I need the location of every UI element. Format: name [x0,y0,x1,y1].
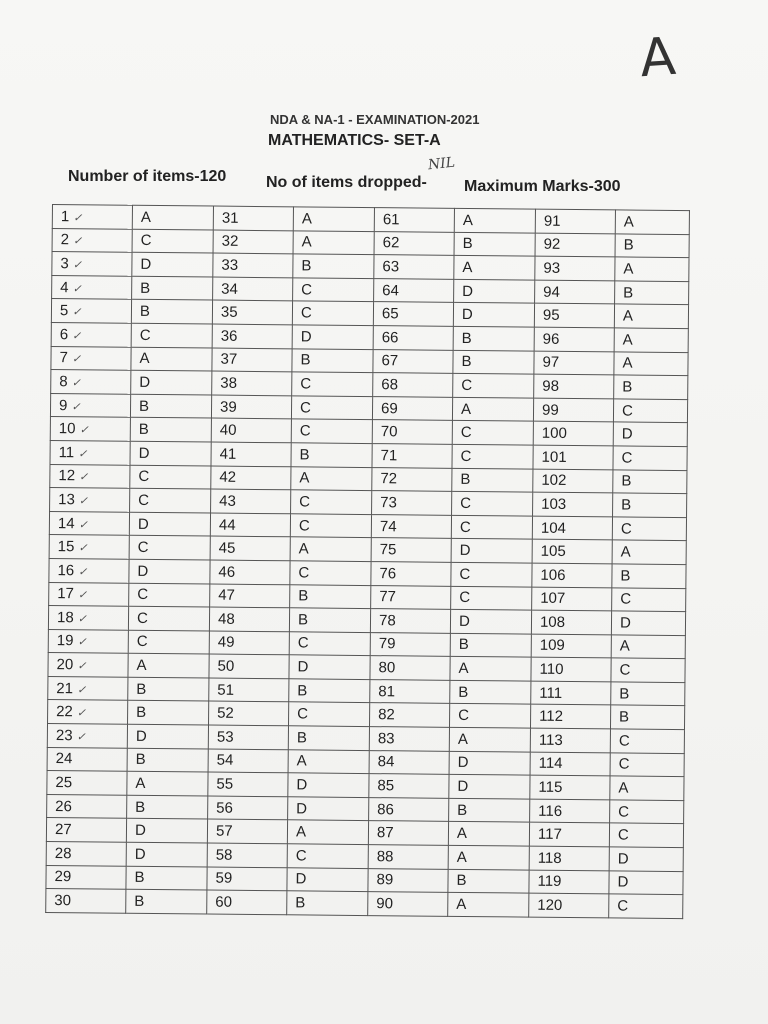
answer-116: C [610,800,684,824]
answer-40: C [291,419,372,443]
question-number-15: 15 ✓ [49,535,129,559]
question-number-50: 50 [209,654,289,678]
answer-120: C [609,894,683,918]
answer-80: A [450,657,531,681]
question-number-83: 83 [369,727,449,751]
tick-mark: ✓ [71,353,82,366]
answer-68: C [453,374,534,398]
question-number-75: 75 [371,538,451,562]
answer-45: A [290,537,371,561]
question-number-117: 117 [529,823,609,847]
question-number-92: 92 [535,233,615,257]
question-number-12: 12 ✓ [50,464,130,488]
question-number-20: 20 ✓ [48,653,128,677]
question-number-59: 59 [207,867,287,891]
question-number-100: 100 [533,421,613,445]
question-number-26: 26 [47,794,127,818]
question-number-118: 118 [529,846,609,870]
answer-105: A [612,540,686,564]
answer-107: C [612,587,686,611]
answer-95: A [614,304,688,328]
answer-12: C [130,465,211,489]
answer-1: A [132,205,213,229]
answer-104: C [612,517,686,541]
answer-17: C [129,583,210,607]
question-number-77: 77 [371,585,451,609]
question-number-24: 24 [47,747,127,771]
answer-71: C [452,444,533,468]
question-number-113: 113 [530,728,610,752]
question-number-85: 85 [369,774,449,798]
answer-23: D [127,724,208,748]
question-number-60: 60 [207,890,287,914]
tick-mark: ✓ [72,306,82,319]
answer-101: C [613,446,687,470]
question-number-97: 97 [534,351,614,375]
tick-mark: ✓ [72,282,82,295]
answer-93: A [615,257,689,281]
question-number-55: 55 [208,772,288,796]
answer-106: B [612,564,686,588]
answer-36: D [292,325,373,349]
answer-98: B [614,375,688,399]
question-number-98: 98 [534,374,614,398]
answer-76: C [451,562,532,586]
tick-mark: ✓ [78,542,88,555]
question-number-10: 10 ✓ [50,417,130,441]
question-number-22: 22 ✓ [48,700,128,724]
answer-13: C [130,488,211,512]
question-number-63: 63 [374,255,454,279]
question-number-116: 116 [530,799,610,823]
question-number-104: 104 [532,516,612,540]
question-number-40: 40 [211,418,291,442]
answer-39: C [291,396,372,420]
question-number-39: 39 [211,395,291,419]
answer-35: C [292,301,373,325]
question-number-61: 61 [374,208,454,232]
question-number-76: 76 [371,561,451,585]
tick-mark: ✓ [72,259,83,272]
question-number-53: 53 [208,725,288,749]
items-dropped: No of items dropped- [266,174,427,191]
question-number-47: 47 [210,584,290,608]
answer-67: B [453,350,534,374]
question-number-105: 105 [532,539,612,563]
question-number-91: 91 [535,209,615,233]
answer-37: B [292,348,373,372]
question-number-94: 94 [535,280,615,304]
answer-78: D [450,609,531,633]
question-number-4: 4 ✓ [52,275,132,299]
question-number-106: 106 [532,563,612,587]
answer-86: B [449,798,530,822]
question-number-99: 99 [533,398,613,422]
question-number-13: 13 ✓ [50,488,130,512]
tick-mark: ✓ [71,400,81,413]
question-number-17: 17 ✓ [49,582,129,606]
question-number-49: 49 [209,631,289,655]
answer-85: D [449,775,530,799]
tick-mark: ✓ [77,589,88,602]
answer-38: C [292,372,373,396]
question-number-3: 3 ✓ [52,252,132,276]
answer-72: B [452,468,533,492]
answer-25: A [127,771,208,795]
question-number-102: 102 [533,469,613,493]
answer-89: B [448,869,529,893]
question-number-82: 82 [369,703,449,727]
answer-34: C [293,278,374,302]
question-number-31: 31 [213,206,293,230]
answer-20: A [128,654,209,678]
answer-key-table [45,204,690,919]
answer-83: A [449,727,530,751]
answer-62: B [454,232,535,256]
question-number-110: 110 [531,657,611,681]
question-number-93: 93 [535,256,615,280]
answer-44: C [290,514,371,538]
question-number-90: 90 [368,892,448,916]
question-number-96: 96 [534,327,614,351]
question-number-51: 51 [209,678,289,702]
tick-mark: ✓ [73,212,83,225]
question-number-48: 48 [209,607,289,631]
question-number-32: 32 [213,230,293,254]
question-number-73: 73 [372,491,452,515]
answer-99: C [613,399,687,423]
answer-77: C [451,586,532,610]
answer-75: D [451,539,532,563]
handwritten-set-letter: A [637,26,678,90]
question-number-23: 23 ✓ [47,724,127,748]
answer-94: B [615,281,689,305]
question-number-72: 72 [372,467,452,491]
question-number-52: 52 [209,701,289,725]
question-number-38: 38 [212,371,292,395]
answer-53: B [288,726,369,750]
tick-mark: ✓ [79,424,89,437]
answer-14: D [129,512,210,536]
tick-mark: ✓ [77,613,87,626]
subject-title: MATHEMATICS- SET-A [268,132,441,149]
question-number-71: 71 [372,444,452,468]
answer-63: A [454,256,535,280]
question-number-1: 1 ✓ [52,205,132,229]
question-number-74: 74 [371,514,451,538]
answer-96: A [614,328,688,352]
answer-57: A [287,820,368,844]
answer-24: B [127,748,208,772]
answer-73: C [452,491,533,515]
tick-mark: ✓ [76,683,87,697]
question-number-67: 67 [373,349,453,373]
answer-42: A [291,466,372,490]
answer-2: C [132,229,213,253]
question-number-64: 64 [374,278,454,302]
answer-119: D [609,871,683,895]
answer-16: D [129,559,210,583]
answer-81: B [450,680,531,704]
answer-108: D [611,611,685,635]
question-number-95: 95 [534,304,614,328]
answer-15: C [129,536,210,560]
answer-50: D [289,655,370,679]
answer-102: B [613,469,687,493]
question-number-114: 114 [530,752,610,776]
answer-56: D [288,797,369,821]
question-number-30: 30 [46,889,126,913]
tick-mark: ✓ [78,447,88,461]
question-number-108: 108 [531,610,611,634]
answer-103: B [613,493,687,517]
answer-49: C [289,631,370,655]
tick-mark: ✓ [78,495,89,508]
answer-11: D [130,441,211,465]
question-number-111: 111 [531,681,611,705]
question-number-14: 14 ✓ [49,511,129,535]
question-number-16: 16 ✓ [49,558,129,582]
question-number-88: 88 [368,845,448,869]
answer-114: C [610,753,684,777]
answer-87: A [448,822,529,846]
question-number-81: 81 [370,679,450,703]
question-number-84: 84 [369,750,449,774]
answer-7: A [131,347,212,371]
answer-32: A [293,230,374,254]
tick-mark: ✓ [79,471,89,484]
answer-60: B [287,891,368,915]
answer-54: A [288,749,369,773]
number-of-items: Number of items-120 [68,168,227,185]
question-number-101: 101 [533,445,613,469]
answer-31: A [293,207,374,231]
exam-title: NDA & NA-1 - EXAMINATION-2021 [270,112,480,127]
answer-100: D [613,422,687,446]
question-number-69: 69 [372,396,452,420]
answer-61: A [454,208,535,232]
answer-69: A [452,397,533,421]
answer-9: B [130,394,211,418]
answer-51: B [289,679,370,703]
answer-3: D [132,252,213,276]
tick-mark: ✓ [72,235,83,248]
answer-59: D [287,867,368,891]
question-number-57: 57 [207,819,287,843]
question-number-6: 6 ✓ [51,322,131,346]
answer-58: C [287,844,368,868]
answer-113: C [610,729,684,753]
answer-65: D [453,303,534,327]
answer-27: D [126,819,207,843]
question-number-41: 41 [211,442,291,466]
answer-112: B [610,705,684,729]
question-number-34: 34 [213,277,293,301]
question-number-70: 70 [372,420,452,444]
question-number-28: 28 [46,842,126,866]
question-number-66: 66 [373,326,453,350]
answer-43: C [291,490,372,514]
question-number-2: 2 ✓ [52,228,132,252]
answer-117: C [609,823,683,847]
answer-79: B [450,633,531,657]
tick-mark: ✓ [78,518,88,531]
question-number-86: 86 [369,797,449,821]
answer-30: B [126,889,207,913]
answer-48: B [289,608,370,632]
question-number-62: 62 [374,231,454,255]
answer-26: B [127,795,208,819]
answer-88: A [448,845,529,869]
question-number-112: 112 [530,705,610,729]
answer-33: B [293,254,374,278]
tick-mark: ✓ [76,731,86,744]
answer-84: D [449,751,530,775]
question-number-19: 19 ✓ [48,629,128,653]
answer-74: C [451,515,532,539]
answer-82: C [449,704,530,728]
answer-66: B [453,326,534,350]
answer-5: B [131,300,212,324]
tick-mark: ✓ [77,660,87,673]
question-number-35: 35 [212,300,292,324]
question-number-46: 46 [210,560,290,584]
question-number-56: 56 [208,796,288,820]
question-number-54: 54 [208,749,288,773]
tick-mark: ✓ [72,329,82,343]
question-number-45: 45 [210,536,290,560]
question-number-44: 44 [210,513,290,537]
answer-41: B [291,443,372,467]
tick-mark: ✓ [71,377,81,390]
question-number-103: 103 [533,492,613,516]
answer-21: B [128,677,209,701]
answer-97: A [614,351,688,375]
tick-mark: ✓ [77,636,87,649]
answer-110: C [611,658,685,682]
tick-mark: ✓ [78,565,88,579]
question-number-27: 27 [46,818,126,842]
answer-6: C [131,323,212,347]
answer-28: D [126,842,207,866]
question-number-18: 18 ✓ [48,606,128,630]
answer-92: B [615,234,689,258]
question-number-36: 36 [212,324,292,348]
answer-22: B [128,701,209,725]
answer-8: D [131,370,212,394]
question-number-109: 109 [531,634,611,658]
question-number-107: 107 [532,587,612,611]
answer-19: C [128,630,209,654]
question-number-42: 42 [211,466,291,490]
question-number-89: 89 [368,868,448,892]
answer-18: C [128,606,209,630]
answer-10: B [130,418,211,442]
answer-46: C [290,561,371,585]
question-number-79: 79 [370,632,450,656]
answer-90: A [448,893,529,917]
question-number-21: 21 ✓ [48,676,128,700]
question-number-8: 8 ✓ [51,370,131,394]
question-number-58: 58 [207,843,287,867]
answer-64: D [454,279,535,303]
question-number-80: 80 [370,656,450,680]
question-number-25: 25 [47,771,127,795]
answer-111: B [611,682,685,706]
question-number-7: 7 ✓ [51,346,131,370]
question-number-37: 37 [212,348,292,372]
table-row [46,889,683,919]
question-number-9: 9 ✓ [50,393,130,417]
answer-47: B [290,584,371,608]
question-number-119: 119 [529,870,609,894]
answer-55: D [288,773,369,797]
question-number-68: 68 [373,373,453,397]
handwritten-nil-note: NIL [427,154,456,174]
answer-29: B [126,866,207,890]
answer-52: C [289,702,370,726]
answer-91: A [615,210,689,234]
question-number-43: 43 [211,489,291,513]
question-number-5: 5 ✓ [51,299,131,323]
question-number-120: 120 [529,893,609,917]
question-number-115: 115 [530,775,610,799]
answer-4: B [132,276,213,300]
question-number-33: 33 [213,253,293,277]
question-number-65: 65 [373,302,453,326]
answer-109: A [611,635,685,659]
answer-115: A [610,776,684,800]
tick-mark: ✓ [76,707,87,720]
question-number-78: 78 [370,609,450,633]
question-number-11: 11 ✓ [50,440,130,464]
answer-70: C [452,421,533,445]
answer-118: D [609,847,683,871]
question-number-87: 87 [368,821,448,845]
question-number-29: 29 [46,865,126,889]
maximum-marks: Maximum Marks-300 [464,178,621,195]
